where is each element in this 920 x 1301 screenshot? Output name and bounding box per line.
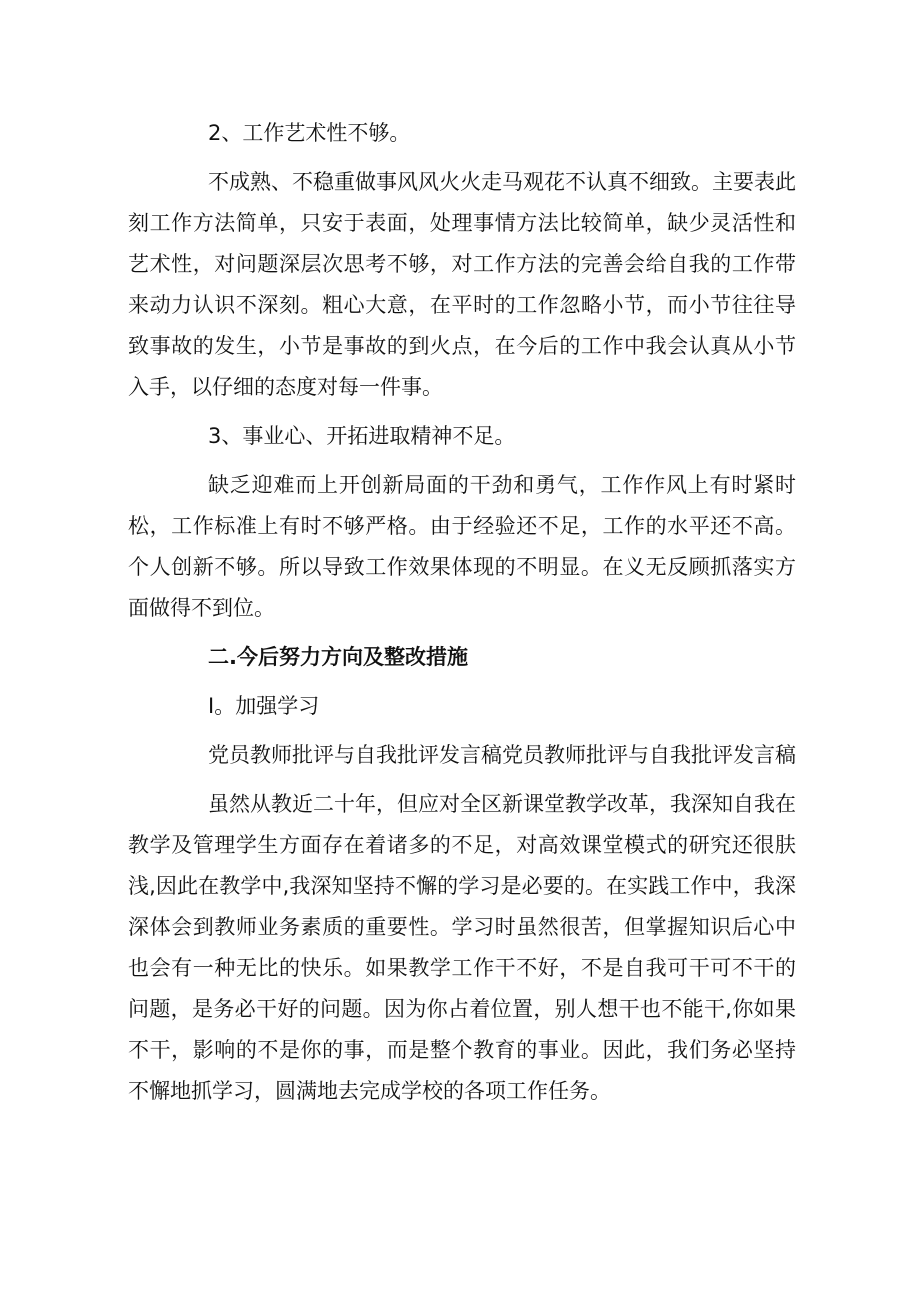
paragraph-speech-title: 党员教师批评与自我批评发言稿党员教师批评与自我批评发言稿: [208, 743, 796, 767]
spacer: [128, 457, 796, 465]
subheading-career-spirit: 3、事业心、开拓进取精神不足。: [208, 424, 516, 448]
paragraph-learning-detail: 虽然从教近二十年，但应对全区新课堂教学改革，我深知自我在教学及管理学生方面存在着诸多的不足，对高效课堂模式的研究还很肤浅,因此在教学中,我深知坚持不懈的学习是必要的。在实践工作中，我深深体会到教师业务素质的重要性。学习时虽然很苦，但掌握知识后心中也会有一种无比的快乐。如果教学工作干不好，不是自我可干可不干的问题，是务必干好的问题。因为你占着位置，别人想干也不能干,你如果不干，影响的不是你的事，而是整个教育的事业。因此，我们务必坚持不懈地抓学习，圆满地去完成学校的各项工作任务。: [128, 792, 796, 1103]
spacer: [128, 408, 796, 416]
paragraph-career-spirit-detail: 缺乏迎难而上开创新局面的干劲和勇气，工作作风上有时紧时松，工作标准上有时不够严格。由于经验还不足，工作的水平还不高。个人创新不够。所以导致工作效果体现的不明显。在义无反顾抓落实方面做得不到位。: [128, 473, 796, 620]
spacer: [128, 154, 796, 162]
spacer: [128, 629, 796, 637]
document-body: [128, 113, 796, 1112]
spacer: [128, 727, 796, 735]
spacer: [128, 678, 796, 686]
spacer: [128, 776, 796, 784]
section-heading-future-direction: 二.今后努力方向及整改措施: [208, 645, 468, 669]
subheading-strengthen-learning: I。加强学习: [208, 694, 320, 718]
paragraph-work-artistry-detail: 不成熟、不稳重做事风风火火走马观花不认真不细致。主要表此刻工作方法简单，只安于表面，处理事情方法比较简单，缺少灵活性和艺术性，对问题深层次思考不够，对工作方法的完善会给自我的工作带来动力认识不深刻。粗心大意，在平时的工作忽略小节，而小节往往导致事故的发生，小节是事故的到火点，在今后的工作中我会认真从小节入手，以仔细的态度对每一件事。: [128, 170, 796, 399]
subheading-work-artistry: 2、工作艺术性不够。: [208, 121, 411, 145]
